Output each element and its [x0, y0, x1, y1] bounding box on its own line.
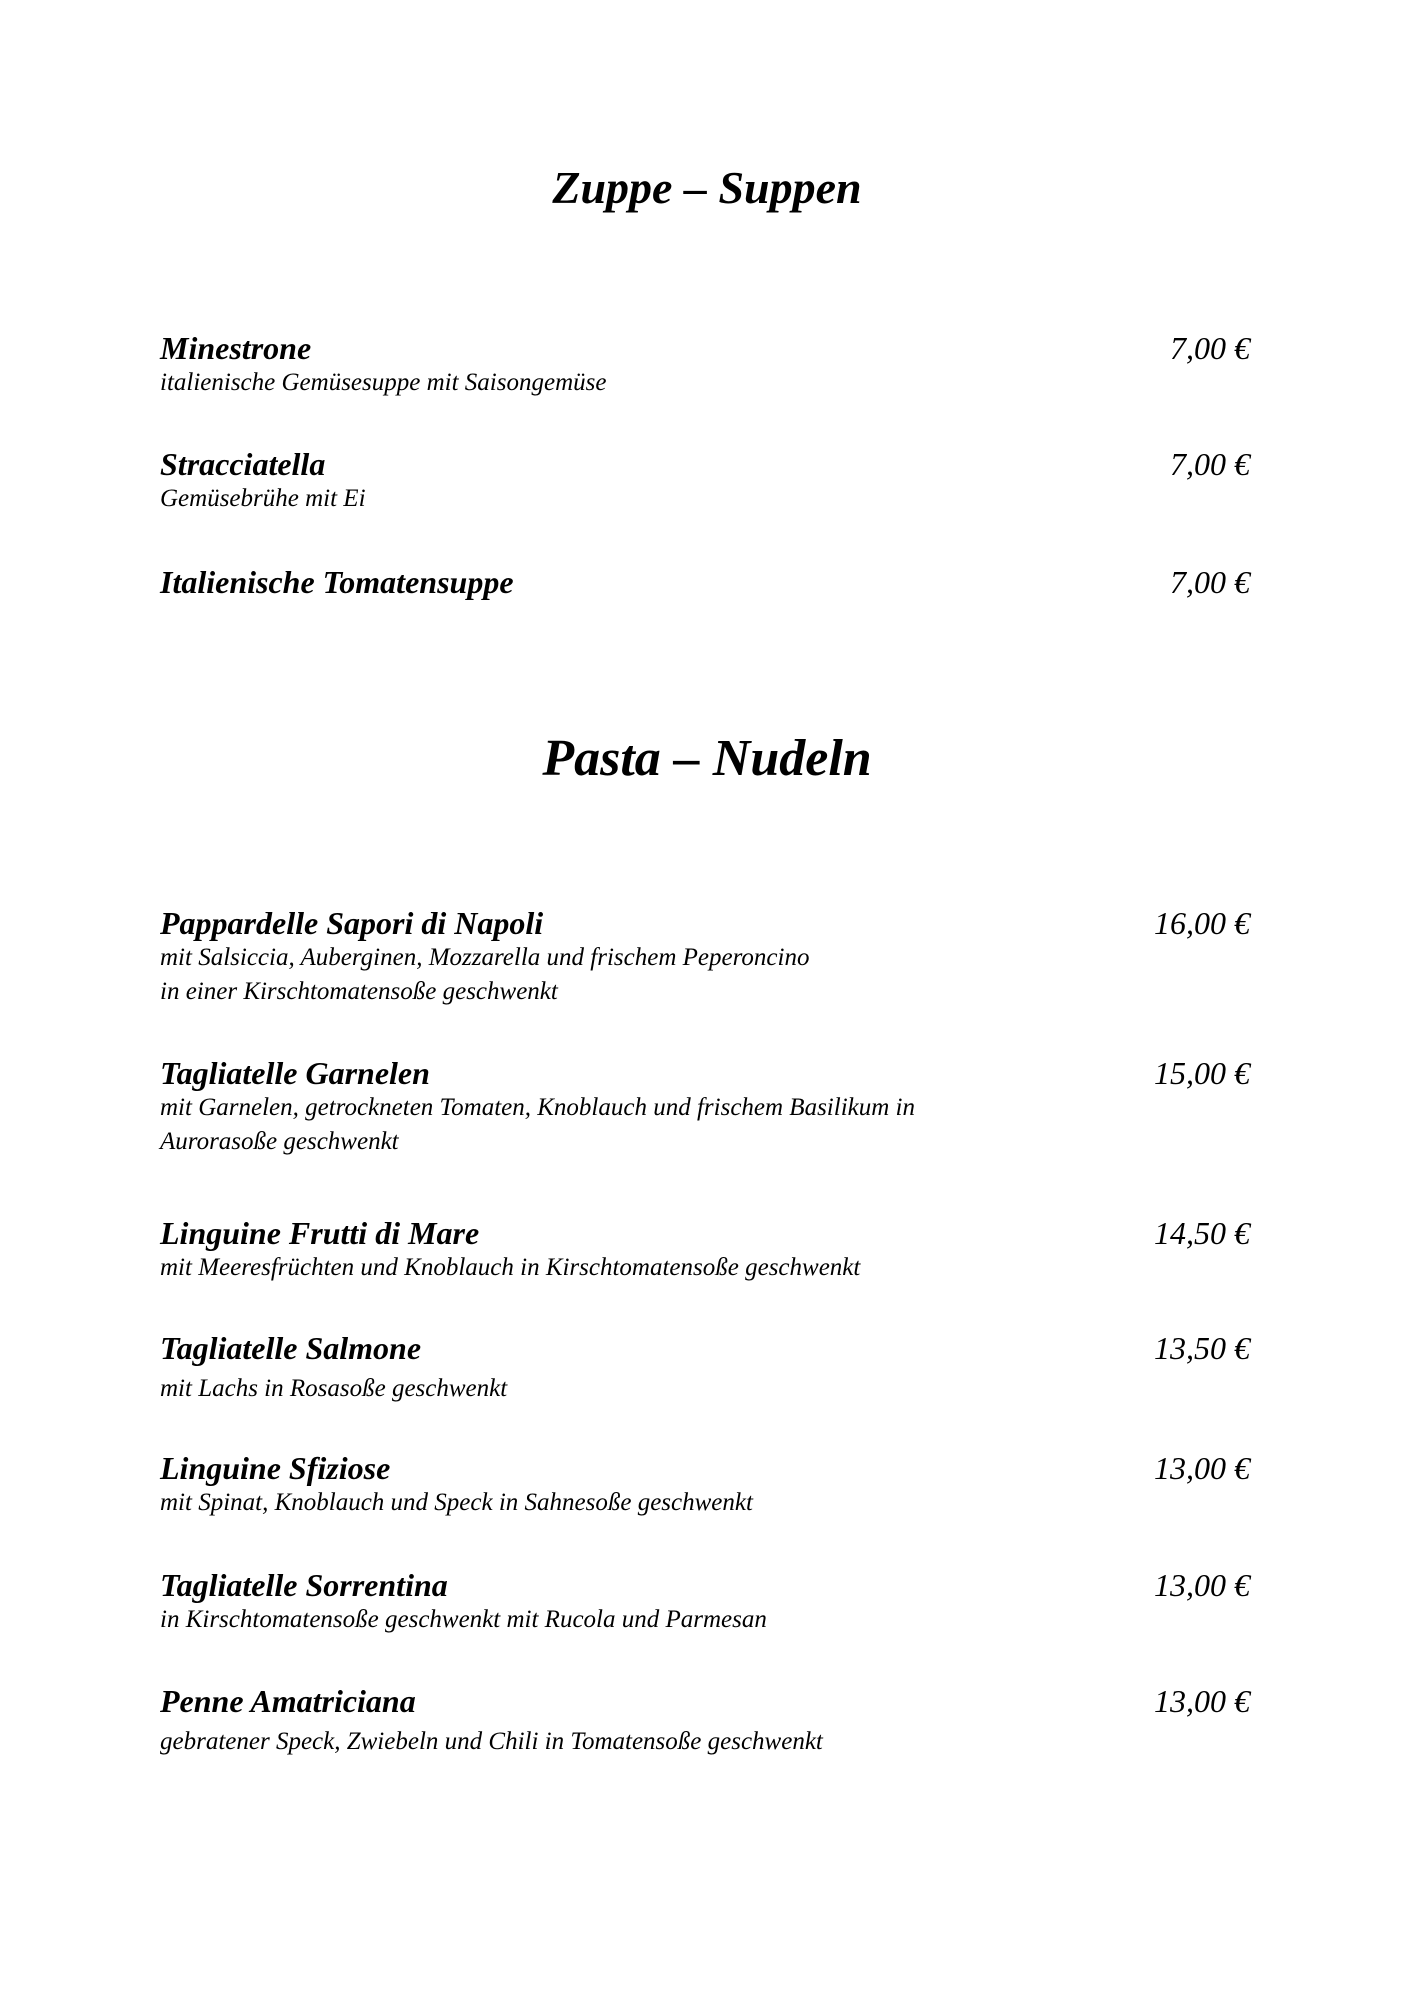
item-name: Tagliatelle Salmone	[160, 1330, 422, 1366]
item-price: 7,00 €	[1170, 330, 1250, 366]
section-title-pasta: Pasta – Nudeln	[542, 730, 872, 787]
menu-item-tagliatelle-salmone	[160, 1330, 1250, 1406]
menu-item-tagliatelle-garnelen	[160, 1055, 1250, 1159]
item-description: mit Meeresfrüchten und Knoblauch in Kirschtomatensoße geschwenkt	[160, 1254, 861, 1281]
item-description: in Kirschtomatensoße geschwenkt mit Rucola und Parmesan	[160, 1606, 767, 1633]
item-name: Linguine Frutti di Mare	[160, 1215, 480, 1251]
item-name: Italienische Tomatensuppe	[160, 564, 514, 600]
item-price: 13,50 €	[1154, 1330, 1250, 1366]
item-price: 13,00 €	[1154, 1567, 1250, 1603]
item-price: 7,00 €	[1170, 564, 1250, 600]
menu-item-penne-amatriciana	[160, 1683, 1250, 1759]
item-price: 15,00 €	[1154, 1055, 1250, 1091]
menu-item-linguine-frutti-di-mare	[160, 1215, 1250, 1285]
item-description: gebratener Speck, Zwiebeln und Chili in Tomatensoße geschwenkt	[160, 1728, 823, 1755]
item-description: italienische Gemüsesuppe mit Saisongemüse	[160, 369, 607, 396]
menu-item-stracciatella	[160, 446, 1250, 516]
item-price: 16,00 €	[1154, 905, 1250, 941]
item-description: Gemüsebrühe mit Ei	[160, 485, 366, 512]
item-name: Minestrone	[160, 330, 312, 366]
item-price: 7,00 €	[1170, 446, 1250, 482]
item-name: Stracciatella	[160, 446, 326, 482]
item-description: mit Spinat, Knoblauch und Speck in Sahnesoße geschwenkt	[160, 1489, 753, 1516]
menu-item-tagliatelle-sorrentina	[160, 1567, 1250, 1637]
item-price: 13,00 €	[1154, 1450, 1250, 1486]
item-name: Penne Amatriciana	[160, 1683, 416, 1719]
item-name: Tagliatelle Garnelen	[160, 1055, 430, 1091]
item-price: 13,00 €	[1154, 1683, 1250, 1719]
item-name: Pappardelle Sapori di Napoli	[160, 905, 544, 941]
item-description: mit Garnelen, getrockneten Tomaten, Knoblauch und frischem Basilikum in Aurorasoße geschwenkt	[160, 1094, 915, 1155]
item-name: Linguine Sfiziose	[160, 1450, 391, 1486]
item-price: 14,50 €	[1154, 1215, 1250, 1251]
item-description: mit Lachs in Rosasoße geschwenkt	[160, 1375, 508, 1402]
item-name: Tagliatelle Sorrentina	[160, 1567, 448, 1603]
menu-item-minestrone	[160, 330, 1250, 400]
menu-item-linguine-sfiziose	[160, 1450, 1250, 1520]
menu-item-italienische-tomatensuppe	[160, 564, 1250, 600]
section-title-soups: Zuppe – Suppen	[552, 162, 862, 213]
item-description: mit Salsiccia, Auberginen, Mozzarella und frischem Peperoncino in einer Kirschtomatensoße geschwenkt	[160, 944, 810, 1005]
menu-item-pappardelle-sapori-di-napoli	[160, 905, 1250, 1009]
